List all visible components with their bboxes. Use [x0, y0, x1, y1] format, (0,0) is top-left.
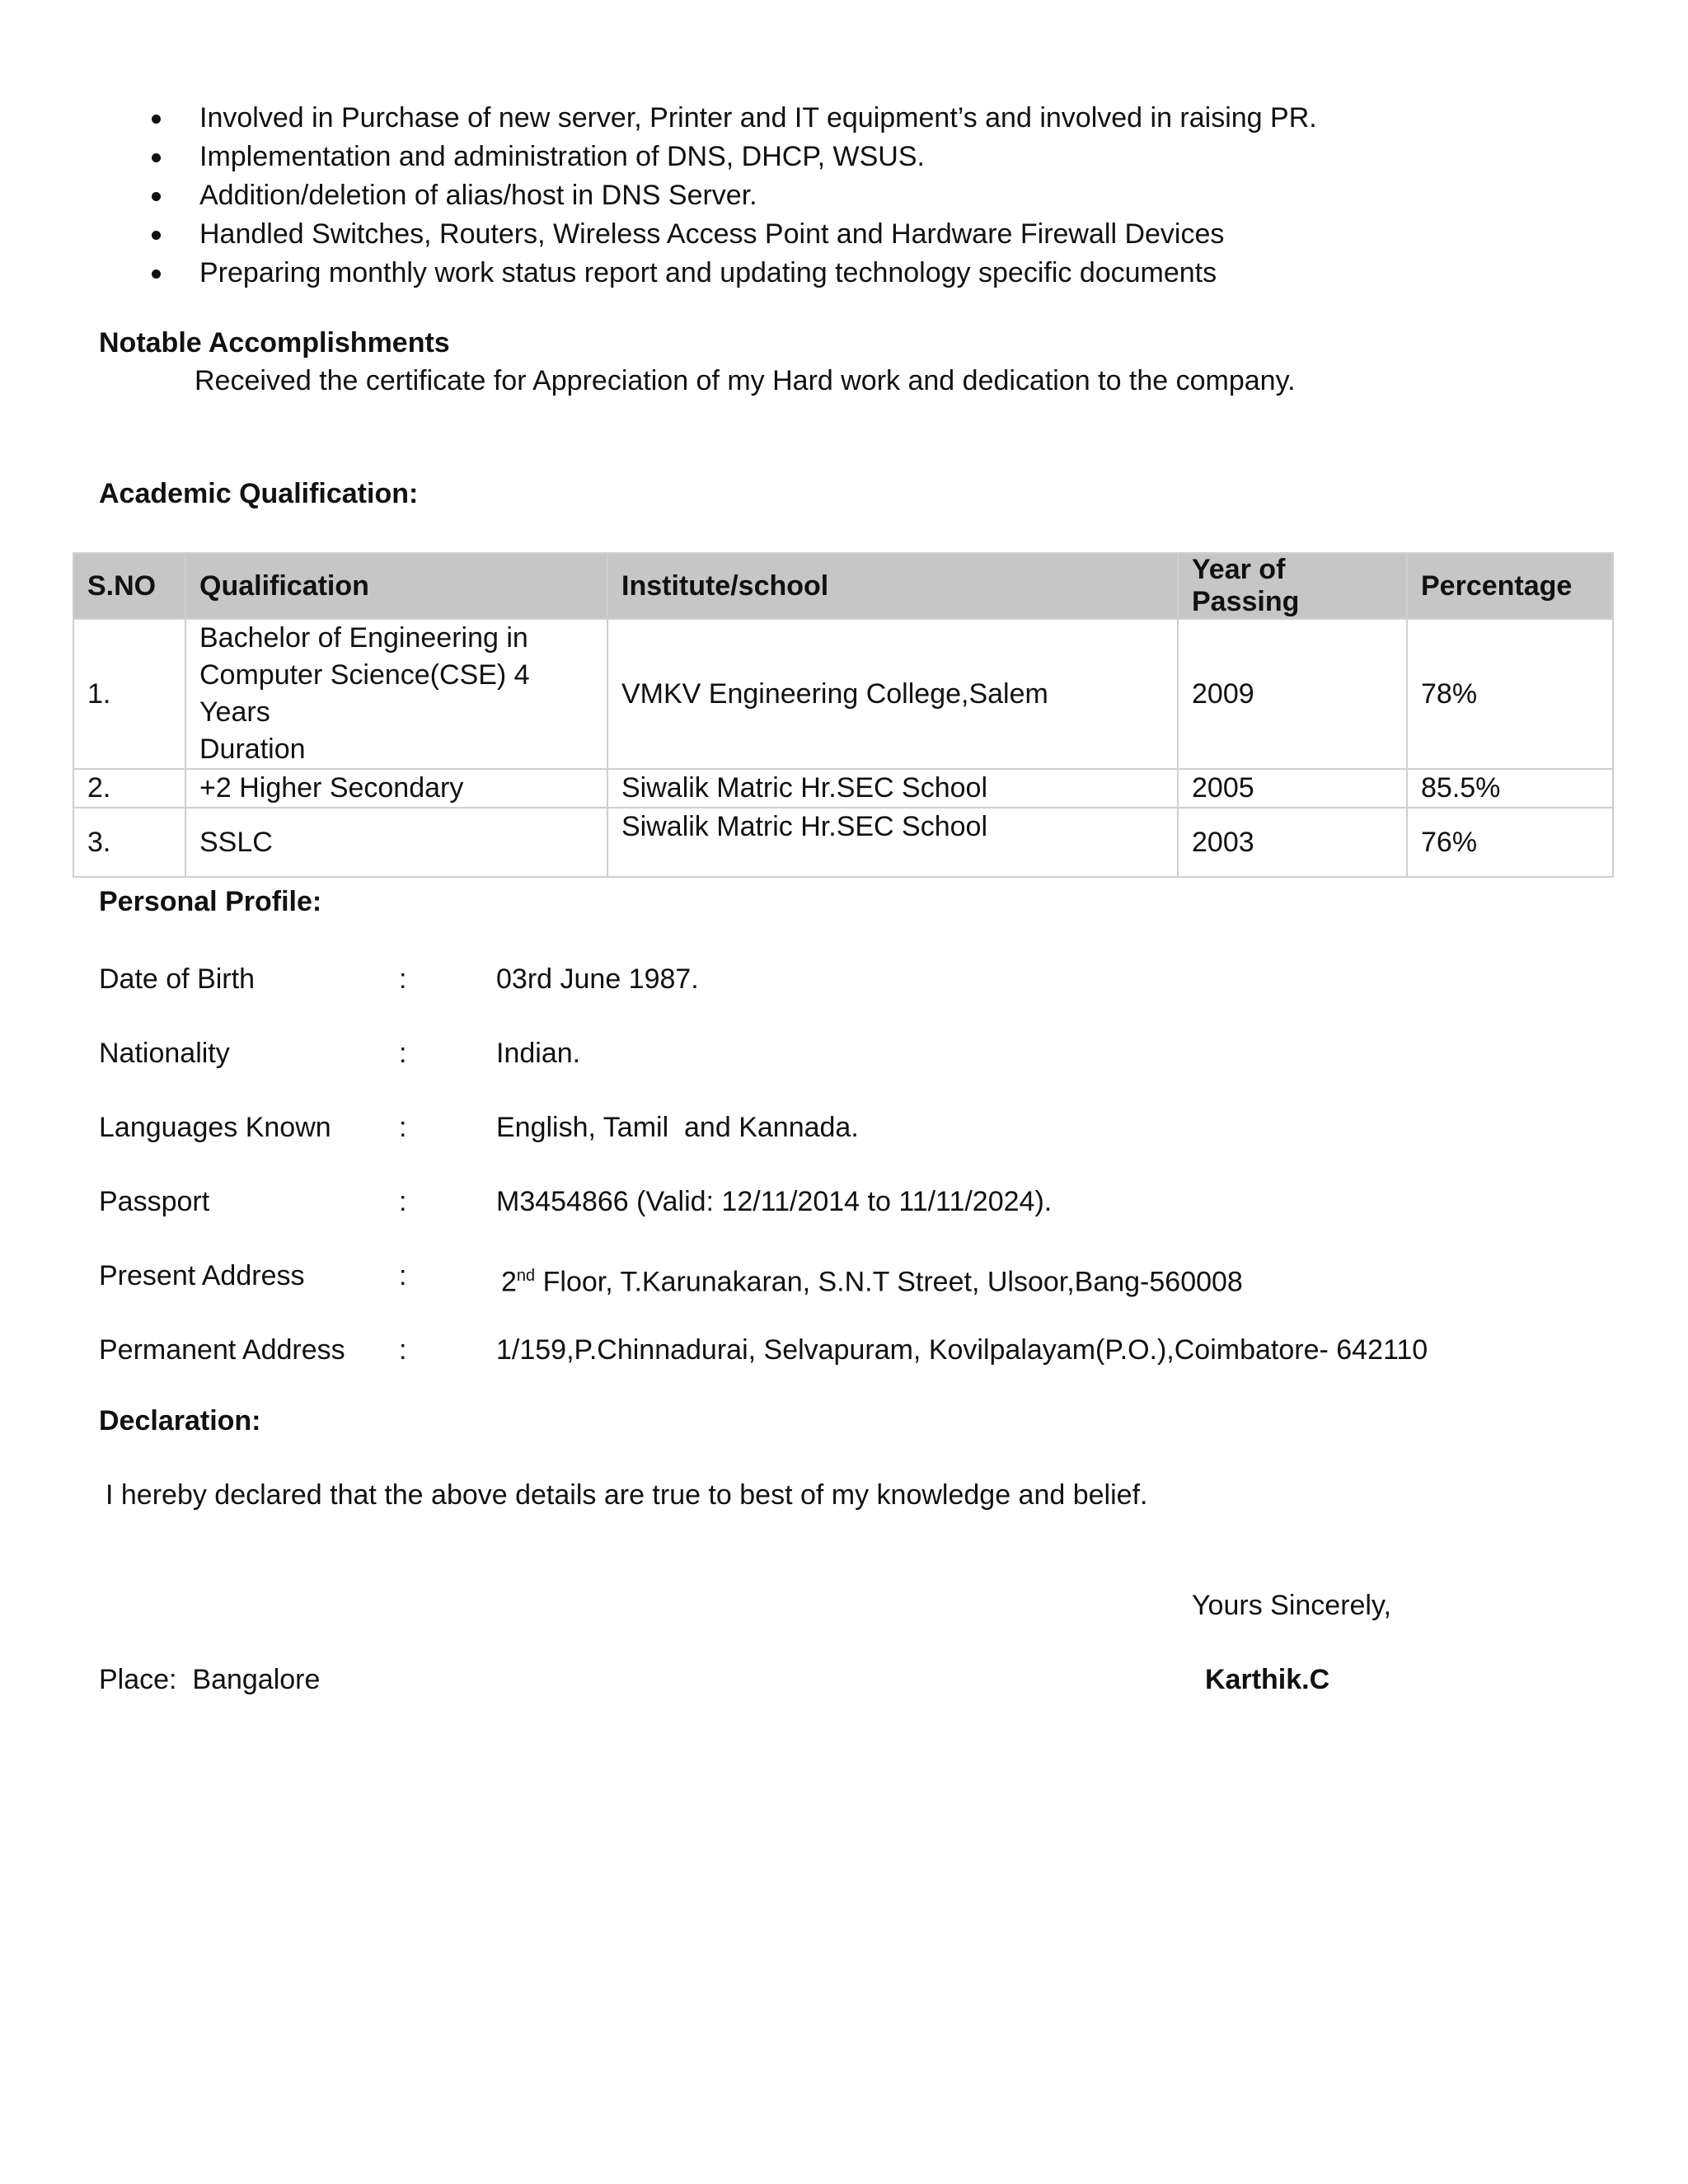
bullet-icon	[152, 153, 161, 162]
list-item: Addition/deletion of alias/host in DNS Server.	[99, 176, 1317, 215]
present-address-value: 2nd Floor, T.Karunakaran, S.N.T Street, Ulsoor,Bang-560008	[501, 1266, 1243, 1298]
colon: :	[399, 1260, 407, 1291]
qualification-line: Computer Science(CSE) 4 Years	[199, 659, 530, 728]
list-item: Involved in Purchase of new server, Printer and IT equipment’s and involved in raising PR.	[99, 99, 1317, 138]
colon: :	[399, 1038, 407, 1069]
table-cell: 2.	[73, 769, 185, 808]
bullet-icon	[152, 231, 161, 240]
column-header: Percentage	[1407, 553, 1613, 619]
list-item: Implementation and administration of DNS, DHCP, WSUS.	[99, 138, 1317, 176]
table-row	[73, 808, 1613, 877]
qualification-line: Duration	[199, 733, 306, 765]
nationality-value: Indian.	[496, 1038, 581, 1069]
permanent-address-value: 1/159,P.Chinnadurai, Selvapuram, Kovilpalayam(P.O.),Coimbatore- 642110	[496, 1334, 1428, 1366]
table-cell: 3.	[73, 808, 185, 877]
colon: :	[399, 963, 407, 995]
table-header-row	[73, 553, 1613, 619]
bullet-icon	[152, 192, 161, 201]
table-cell: 2005	[1178, 769, 1407, 808]
personal-heading: Personal Profile:	[99, 886, 322, 917]
academic-heading: Academic Qualification:	[99, 478, 419, 509]
academic-table	[73, 552, 1614, 878]
passport-label: Passport	[99, 1186, 210, 1217]
accomplishments-text: Received the certificate for Appreciation of my Hard work and dedication to the company.	[195, 365, 1296, 396]
table-cell: SSLC	[185, 808, 607, 877]
table-cell: VMKV Engineering College,Salem	[607, 619, 1178, 769]
column-header: Qualification	[185, 553, 607, 619]
table-cell: Siwalik Matric Hr.SEC School	[607, 808, 1178, 877]
table-cell: 1.	[73, 619, 185, 769]
table-cell: +2 Higher Secondary	[185, 769, 607, 808]
dob-value: 03rd June 1987.	[496, 963, 699, 995]
bullet-icon	[152, 115, 161, 124]
table-cell	[185, 619, 607, 769]
table-cell: Siwalik Matric Hr.SEC School	[607, 769, 1178, 808]
colon: :	[399, 1186, 407, 1217]
colon: :	[399, 1334, 407, 1366]
column-header: Institute/school	[607, 553, 1178, 619]
declaration-text: I hereby declared that the above details are true to best of my knowledge and belief.	[106, 1479, 1148, 1511]
table-row	[73, 619, 1613, 769]
list-item: Handled Switches, Routers, Wireless Access Point and Hardware Firewall Devices	[99, 215, 1317, 254]
nationality-label: Nationality	[99, 1038, 230, 1069]
place: Place: Bangalore	[99, 1664, 321, 1695]
signature-name: Karthik.C	[1205, 1664, 1330, 1695]
bullet-icon	[152, 269, 161, 279]
passport-value: M3454866 (Valid: 12/11/2014 to 11/11/2024).	[496, 1186, 1053, 1217]
yours-sincerely: Yours Sincerely,	[1192, 1590, 1391, 1621]
column-header: S.NO	[73, 553, 185, 619]
permanent-address-label: Permanent Address	[99, 1334, 345, 1366]
table-cell: 2003	[1178, 808, 1407, 877]
column-header: Year of Passing	[1178, 553, 1407, 619]
table-cell: 2009	[1178, 619, 1407, 769]
table-row	[73, 769, 1613, 808]
qualification-line: Bachelor of Engineering in	[199, 622, 528, 654]
languages-value: English, Tamil and Kannada.	[496, 1112, 859, 1143]
duties-list	[99, 99, 1317, 293]
table-cell: 76%	[1407, 808, 1613, 877]
colon: :	[399, 1112, 407, 1143]
languages-label: Languages Known	[99, 1112, 331, 1143]
list-item: Preparing monthly work status report and updating technology specific documents	[99, 254, 1317, 293]
accomplishments-heading: Notable Accomplishments	[99, 327, 450, 359]
declaration-heading: Declaration:	[99, 1405, 261, 1436]
present-address-label: Present Address	[99, 1260, 305, 1291]
dob-label: Date of Birth	[99, 963, 255, 995]
table-cell: 85.5%	[1407, 769, 1613, 808]
table-cell: 78%	[1407, 619, 1613, 769]
